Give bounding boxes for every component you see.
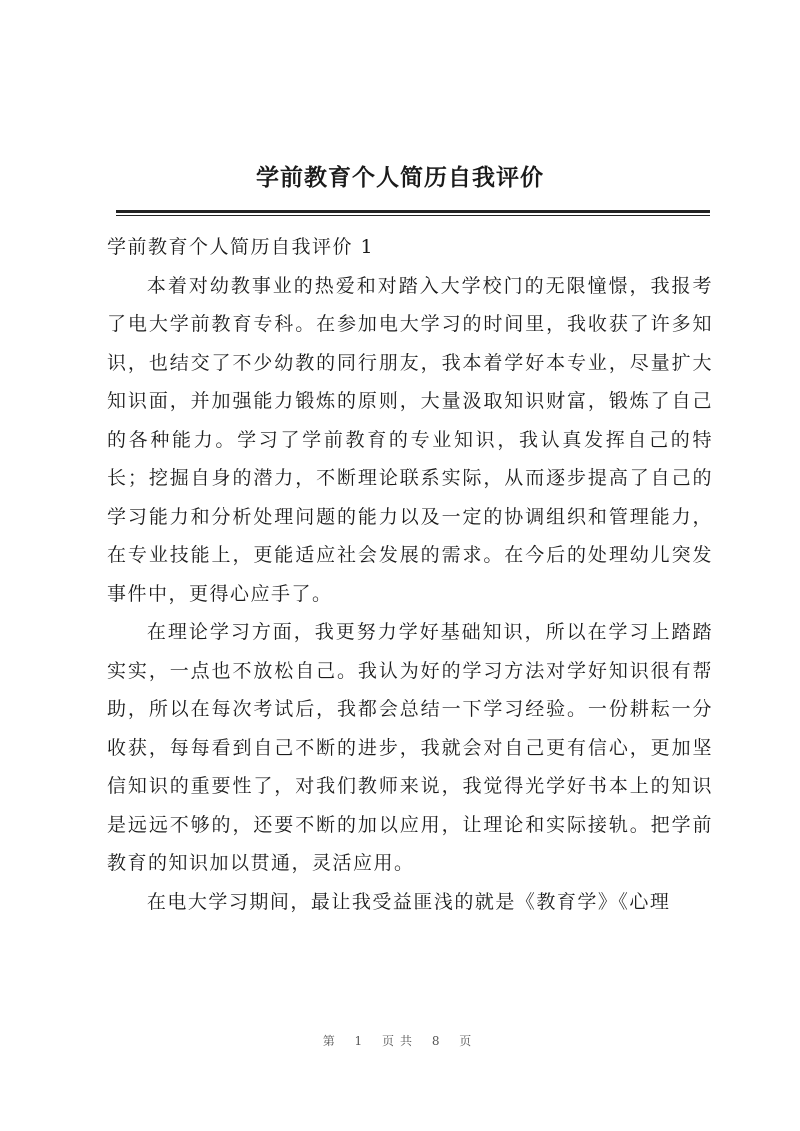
title-underline-thin: [116, 215, 710, 216]
title-underline: [116, 210, 710, 213]
page-footer: 第 1 页共 8 页: [322, 1034, 478, 1048]
document-body: [107, 228, 713, 921]
paragraph-3: 在电大学习期间，最让我受益匪浅的就是《教育学》《心理: [146, 890, 671, 913]
document-title: 学前教育个人简历自我评价: [256, 164, 544, 191]
paragraph-1: 本着对幼教事业的热爱和对踏入大学校门的无限憧憬，我报考了电大学前教育专科。在参加电大学习的时间里，我收获了许多知识，也结交了不少幼教的同行朋友，我本着学好本专业，尽量扩大知识面，并加强能力锻炼的原则，大量汲取知识财富，锻炼了自己的各种能力。学习了学前教育的专业知识，我认真发挥自己的特长；挖掘自身的潜力，不断理论联系实际，从而逐步提高了自己的学习能力和分析处理问题的能力以及一定的协调组织和管理能力，在专业技能上，更能适应社会发展的需求。在今后的处理幼儿突发事件中，更得心应手了。: [107, 274, 713, 605]
paragraph-2: 在理论学习方面，我更努力学好基础知识，所以在学习上踏踏实实，一点也不放松自己。我认为好的学习方法对学好知识很有帮助，所以在每次考试后，我都会总结一下学习经验。一份耕耘一分收获，每每看到自己不断的进步，我就会对自己更有信心，更加坚信知识的重要性了，对我们教师来说，我觉得光学好书本上的知识是远远不够的，还要不断的加以应用，让理论和实际接轨。把学前教育的知识加以贯通，灵活应用。: [107, 621, 713, 874]
section-heading: 学前教育个人简历自我评价 1: [107, 236, 375, 258]
